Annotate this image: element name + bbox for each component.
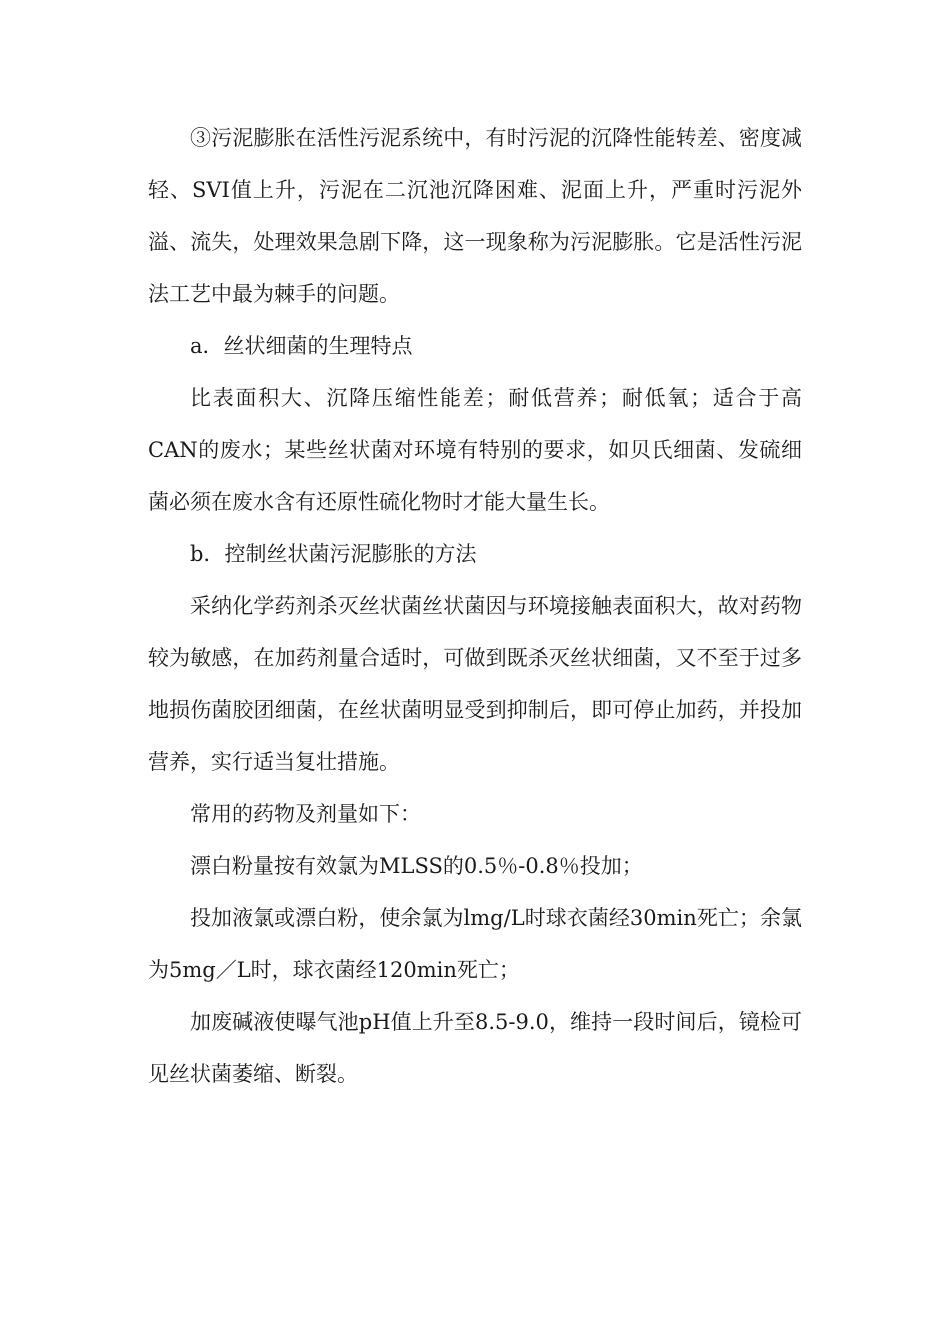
paragraph-filamentous-characteristics: 比表面积大、沉降压缩性能差；耐低营养；耐低氧；适合于高CAN的废水；某些丝状菌对环境有特别的要求，如贝氏细菌、发硫细菌必须在废水含有还原性硫化物时才能大量生长。 (148, 386, 802, 514)
paragraph-sludge-bulking: ③污泥膨胀在活性污泥系统中，有时污泥的沉降性能转差、密度减轻、SVI值上升，污泥在二沉池沉降困难、泥面上升，严重时污泥外溢、流失，处理效果急剧下降，这一现象称为污泥膨胀。它是活性污泥法工艺中最为棘手的问题。 (148, 126, 802, 306)
paragraph-liquid-chlorine: 投加液氯或漂白粉，使余氯为lmg/L时球衣菌经30min死亡；余氯为5mg／L时，球衣菌经120min死亡； (148, 906, 802, 982)
paragraph-waste-alkali: 加废碱液使曝气池pH值上升至8.5-9.0，维持一段时间后，镜检可见丝状菌萎缩、断裂。 (148, 1010, 802, 1086)
paragraph-chemical-control: 采纳化学药剂杀灭丝状菌丝状菌因与环境接触表面积大，故对药物较为敏感，在加药剂量合适时，可做到既杀灭丝状细菌，又不至于过多地损伤菌胶团细菌，在丝状菌明显受到抑制后，即可停止加药，并投加营养，实行适当复壮措施。 (148, 594, 802, 774)
heading-control-methods: b．控制丝状菌污泥膨胀的方法 (190, 542, 477, 566)
heading-filamentous-characteristics: a．丝状细菌的生理特点 (190, 334, 413, 358)
document-body (148, 112, 802, 1100)
paragraph-common-drugs: 常用的药物及剂量如下： (190, 802, 421, 826)
paragraph-bleaching-powder: 漂白粉量按有效氯为MLSS的0.5％-0.8％投加； (190, 854, 643, 878)
